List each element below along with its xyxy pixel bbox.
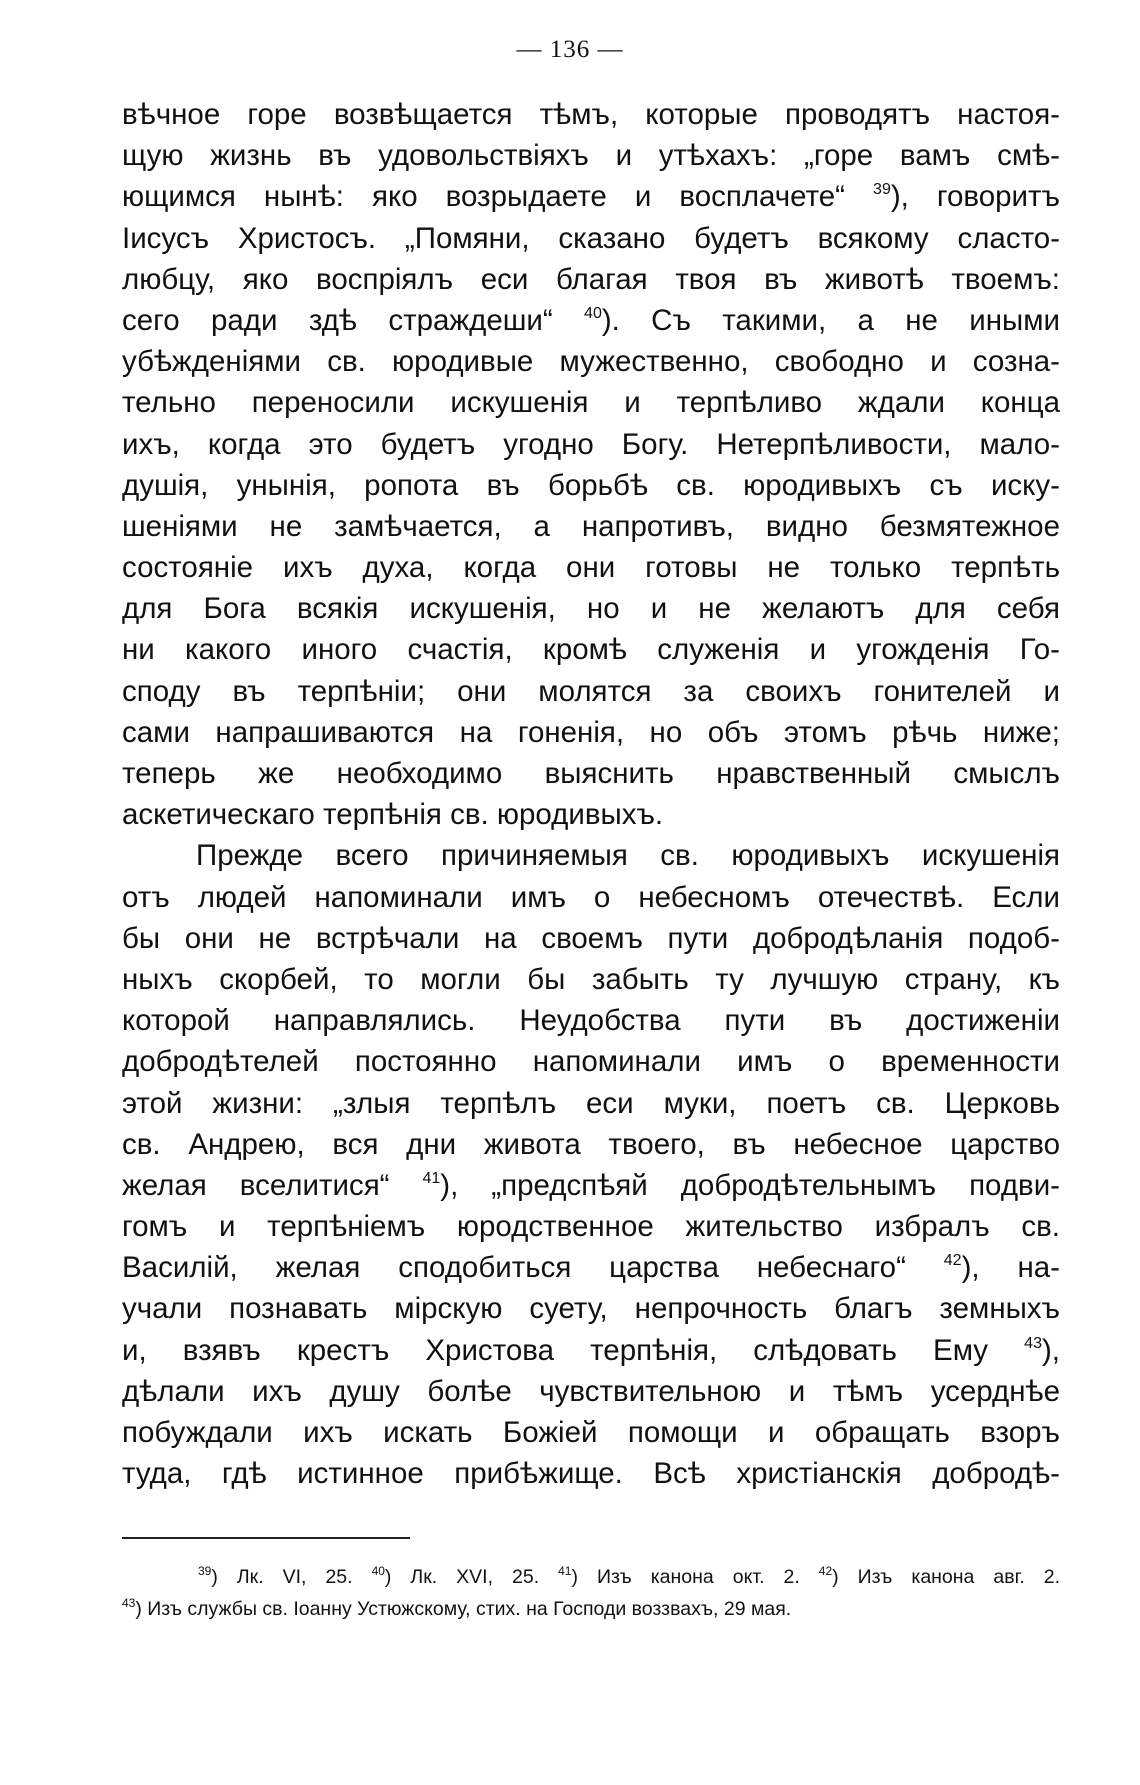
line-text: ), на-	[961, 1251, 1060, 1285]
line-text: ихъ, когда это будетъ угодно Богу. Нетерпѣливости, мало-	[122, 427, 1060, 461]
footnote-line: $^{39}$) Лк. VI, 25. $^{40}$) Лк. XVI, 25. $^{41}$) Изъ канона окт. 2. $^{42}$) Изъ канона авг. 2.	[198, 1564, 1060, 1588]
text-line	[122, 547, 1060, 588]
line-text: которой направлялись. Неудобства пути въ достиженіи	[122, 1004, 1060, 1038]
text-line	[122, 1453, 1060, 1494]
line-text: щую жизнь въ удовольствіяхъ и утѣхахъ: „горе вамъ смѣ-	[122, 139, 1060, 173]
line-text: желая вселитися“	[122, 1168, 390, 1202]
text-line	[122, 1083, 1060, 1124]
text-line	[122, 218, 1060, 259]
line-text: состояніе ихъ духа, когда они готовы не только терпѣть	[122, 551, 1060, 585]
text-line	[122, 1330, 1060, 1371]
footnote-ref-39: 39	[873, 181, 891, 199]
footnote-41: Изъ канона окт. 2.	[596, 1566, 800, 1588]
line-text: сами напрашиваются на гоненія, но объ этомъ рѣчь ниже;	[122, 715, 1060, 749]
text-line	[122, 1371, 1060, 1412]
text-line	[122, 835, 1060, 876]
line-text: побуждали ихъ искать Божіей помощи и обращать взоръ	[122, 1416, 1060, 1449]
line-text: шеніями не замѣчается, а напротивъ, видно безмятежное	[122, 509, 1060, 543]
line-text: теперь же необходимо выяснить нравственный смыслъ	[122, 757, 1060, 790]
line-text: убѣжденіями св. юродивые мужественно, свободно и созна-	[122, 345, 1060, 379]
line-text: аскетическаго терпѣнія св. юродивыхъ.	[122, 798, 664, 832]
text-line	[122, 1124, 1060, 1165]
line-text: сего ради здѣ страждеши“	[122, 303, 553, 337]
text-line	[122, 1247, 1060, 1288]
line-text: Прежде всего причиняемыя св. юродивыхъ искушенія	[196, 839, 1060, 873]
line-text: ), „предспѣяй добродѣтельнымъ подви-	[440, 1168, 1061, 1202]
footnote-39: Лк. VI, 25.	[236, 1566, 353, 1588]
line-text: туда, гдѣ истинное прибѣжище. Всѣ христіанскія добродѣ-	[122, 1457, 1060, 1491]
text-line	[122, 671, 1060, 712]
text-line	[122, 959, 1060, 1000]
line-text: душія, унынія, ропота въ борьбѣ св. юродивыхъ съ иску-	[122, 468, 1060, 502]
footnote-marker-41: 41	[558, 1564, 572, 1578]
line-text: ). Съ такими, а не иными	[601, 303, 1060, 337]
line-text: ),	[1041, 1333, 1060, 1367]
text-line	[122, 918, 1060, 959]
line-text: отъ людей напоминали имъ о небесномъ отечествѣ. Если	[122, 880, 1060, 914]
text-line	[122, 382, 1060, 423]
line-text: ), говоритъ	[890, 180, 1060, 214]
line-text: любцу, яко воспріялъ еси благая твоя въ животѣ твоемъ:	[122, 262, 1060, 296]
body-text	[122, 94, 1060, 1494]
text-line	[122, 588, 1060, 629]
footnote-ref-42: 42	[943, 1252, 962, 1270]
text-line	[122, 1206, 1060, 1247]
footnote-ref-40: 40	[584, 304, 602, 322]
text-line	[122, 753, 1060, 794]
footnote-marker-40: 40	[371, 1564, 385, 1578]
footnotes	[122, 1561, 1060, 1625]
text-line	[122, 300, 1060, 341]
text-line	[122, 424, 1060, 465]
line-text: и, взявъ крестъ Христова терпѣнія, слѣдовать Ему	[122, 1333, 989, 1367]
line-text: Василій, желая сподобиться царства небеснаго“	[122, 1251, 906, 1285]
text-line	[122, 259, 1060, 300]
footnote-marker-42: 42	[818, 1564, 833, 1578]
text-line	[122, 506, 1060, 547]
footnote-ref-41: 41	[422, 1169, 441, 1187]
line-text: учали познавать мірскую суету, непрочность благъ земныхъ	[122, 1292, 1060, 1326]
line-text: дѣлали ихъ душу болѣе чувствительною и тѣмъ усерднѣе	[122, 1374, 1060, 1408]
line-text: тельно переносили искушенія и терпѣливо ждали конца	[122, 386, 1060, 420]
page-number: — 136 —	[516, 36, 624, 63]
text-line	[122, 1165, 1060, 1206]
text-line	[122, 877, 1060, 918]
footnote-marker-39: 39	[198, 1564, 212, 1578]
text-line	[122, 629, 1060, 670]
line-text: ни какого иного счастія, кромѣ служенія и угожденія Го-	[122, 633, 1060, 667]
footnote-line: $^{43}$) Изъ службы св. Іоанну Устюжскому, стих. на Господи воззвахъ, 29 мая.	[122, 1596, 792, 1620]
footnote-marker-43: 43	[122, 1596, 136, 1610]
text-line	[122, 341, 1060, 382]
line-text: споду въ терпѣніи; они молятся за своихъ гонителей и	[122, 674, 1060, 708]
text-line	[122, 135, 1060, 176]
line-text: гомъ и терпѣніемъ юродственное жительство избралъ св.	[122, 1210, 1060, 1244]
line-text: для Бога всякія искушенія, но и не желаютъ для себя	[122, 592, 1060, 626]
line-text: бы они не встрѣчали на своемъ пути добродѣланія подоб-	[122, 921, 1060, 955]
line-text: св. Андрею, вся дни живота твоего, въ небесное царство	[122, 1127, 1060, 1161]
footnote-40: Лк. XVI, 25.	[410, 1566, 540, 1588]
footnote-42: Изъ канона авг. 2.	[857, 1566, 1060, 1588]
text-line	[122, 94, 1060, 135]
footnote-43: Изъ службы св. Іоанну Устюжскому, стих. на Господи воззвахъ, 29 мая.	[147, 1598, 792, 1620]
text-line	[122, 1000, 1060, 1041]
line-text: ныхъ скорбей, то могли бы забыть ту лучшую страну, къ	[122, 962, 1060, 996]
text-line	[122, 712, 1060, 753]
footnote-ref-43: 43	[1024, 1334, 1042, 1352]
line-text: этой жизни: „злыя терпѣлъ еси муки, поетъ св. Церковь	[122, 1086, 1060, 1120]
footnote-divider	[122, 1537, 410, 1539]
text-line	[122, 1288, 1060, 1329]
line-text: вѣчное горе возвѣщается тѣмъ, которые проводятъ настоя-	[122, 98, 1060, 131]
text-line	[122, 794, 1060, 835]
line-text: Іисусъ Христосъ. „Помяни, сказано будетъ всякому сласто-	[122, 221, 1060, 255]
line-text: добродѣтелей постоянно напоминали имъ о временности	[122, 1045, 1060, 1079]
line-text: ющимся нынѣ: яко возрыдаете и восплачете“	[122, 180, 846, 214]
text-line	[122, 176, 1060, 217]
text-line	[122, 1412, 1060, 1453]
text-line	[122, 465, 1060, 506]
text-line	[122, 1041, 1060, 1082]
